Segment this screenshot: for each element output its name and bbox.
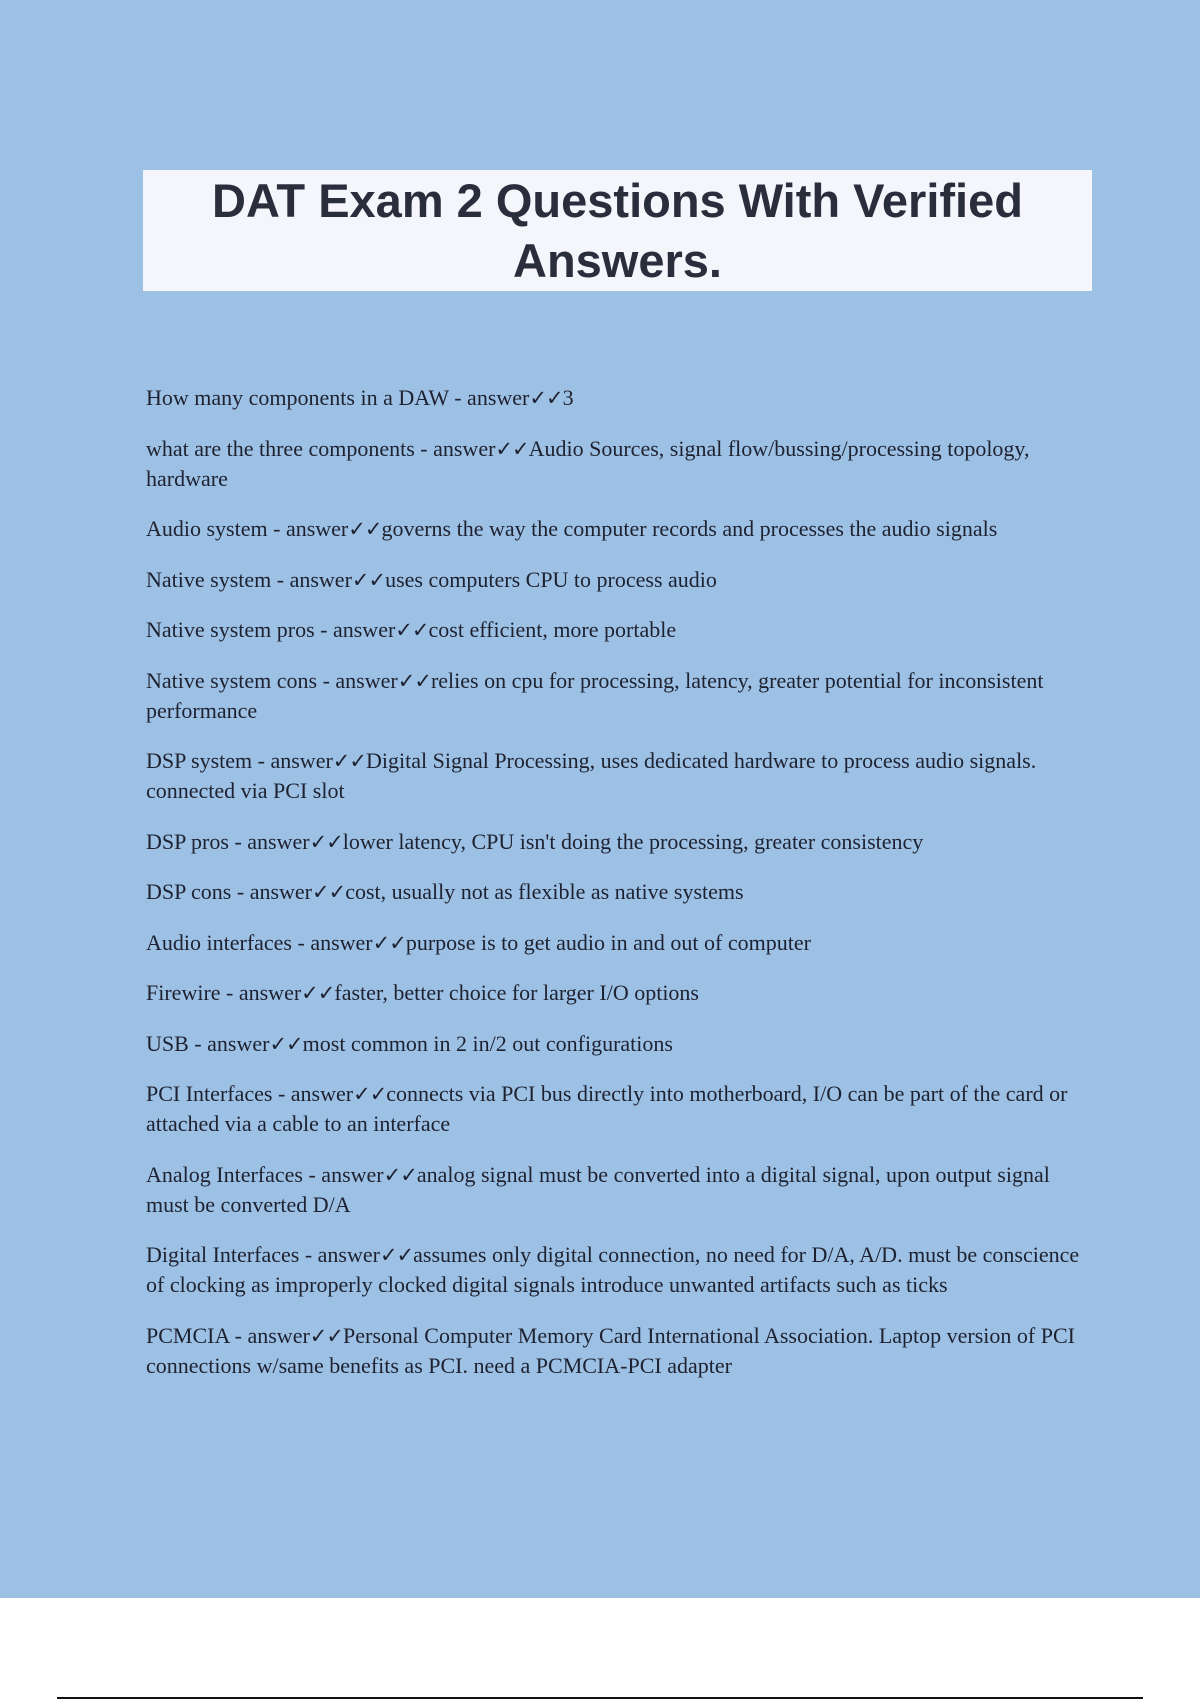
question-text: Native system <box>146 566 272 592</box>
answer-text: purpose is to get audio in and out of computer <box>405 929 811 955</box>
double-check-icon: ✓✓ <box>312 880 346 904</box>
footer-divider <box>57 1697 1143 1699</box>
qa-item <box>146 434 1096 494</box>
question-text: DSP system <box>146 748 253 773</box>
double-check-icon: ✓✓ <box>529 386 563 410</box>
answer-text: relies on cpu for processing, latency, greater potential for inconsistent performance <box>146 667 1044 723</box>
double-check-icon: ✓✓ <box>395 618 429 642</box>
answer-separator: - answer <box>267 516 349 541</box>
answer-separator: - answer <box>299 1242 380 1267</box>
answer-separator: - answer <box>229 1322 310 1348</box>
answer-text: assumes only digital connection, no need for D/A, A/D. must be conscience of clocking as improperly clocked digital signals introduce unwanted artifacts such as ticks <box>146 1242 1080 1297</box>
question-text: Analog Interfaces <box>146 1161 303 1187</box>
answer-text: governs the way the computer records and processes the audio signals <box>381 516 998 541</box>
question-text: PCMCIA <box>146 1322 230 1348</box>
answer-separator: - answer <box>302 1161 384 1187</box>
answer-text: uses computers CPU to process audio <box>385 566 717 592</box>
answer-text: Audio Sources, signal flow/bussing/processing topology, hardware <box>146 435 1030 491</box>
answer-separator: - answer <box>414 435 496 461</box>
answer-separator: - answer <box>271 566 352 592</box>
double-check-icon: ✓✓ <box>353 1082 387 1106</box>
question-text: DSP cons <box>146 879 232 904</box>
qa-item <box>146 1240 1096 1300</box>
answer-separator: - answer <box>220 980 302 1005</box>
answer-text: Digital Signal Processing, uses dedicated hardware to process audio signals. connected via PCI slot <box>146 748 1037 803</box>
question-text: USB <box>146 1030 189 1056</box>
answer-separator: - answer <box>252 748 333 773</box>
answer-text: most common in 2 in/2 out configurations <box>302 1030 673 1056</box>
answer-separator: - answer <box>272 1081 354 1106</box>
double-check-icon: ✓✓ <box>332 749 366 773</box>
answer-separator: - answer <box>448 385 530 410</box>
answer-text: Personal Computer Memory Card International Association. Laptop version of PCI connections w/same benefits as PCI. need a PCMCIA-PCI adapter <box>146 1322 1075 1378</box>
answer-separator: - answer <box>292 929 373 955</box>
qa-item <box>146 615 1096 645</box>
question-text: Firewire <box>146 980 221 1005</box>
qa-list <box>146 383 1096 1401</box>
question-text: Audio system <box>146 516 268 541</box>
qa-item <box>146 383 1096 413</box>
question-text: PCI Interfaces <box>146 1081 273 1106</box>
qa-item <box>146 746 1096 806</box>
question-text: DSP pros <box>146 828 229 854</box>
answer-separator: - answer <box>314 617 396 642</box>
document-title: DAT Exam 2 Questions With Verified Answers. <box>212 173 1023 287</box>
question-text: Digital Interfaces <box>146 1242 300 1267</box>
double-check-icon: ✓✓ <box>379 1243 414 1267</box>
question-text: Native system pros <box>146 617 315 642</box>
double-check-icon: ✓✓ <box>495 436 529 461</box>
double-check-icon: ✓✓ <box>269 1031 303 1056</box>
answer-separator: - answer <box>188 1030 270 1056</box>
qa-item <box>146 877 1096 907</box>
answer-text: cost, usually not as flexible as native systems <box>345 879 744 904</box>
title-box <box>143 170 1092 291</box>
qa-item <box>146 1160 1096 1220</box>
double-check-icon: ✓✓ <box>372 930 406 955</box>
double-check-icon: ✓✓ <box>348 517 382 541</box>
qa-item <box>146 1029 1096 1059</box>
double-check-icon: ✓✓ <box>309 1323 343 1348</box>
question-text: Native system cons <box>146 667 318 693</box>
answer-text: lower latency, CPU isn't doing the processing, greater consistency <box>342 828 924 854</box>
question-text: what are the three components <box>146 435 415 461</box>
answer-text: cost efficient, more portable <box>428 617 677 642</box>
double-check-icon: ✓✓ <box>309 829 343 854</box>
double-check-icon: ✓✓ <box>397 668 431 693</box>
qa-item <box>146 1079 1096 1139</box>
question-text: Audio interfaces <box>146 929 292 955</box>
question-text: How many components in a DAW <box>146 385 449 410</box>
qa-item <box>146 1321 1096 1381</box>
answer-separator: - answer <box>231 879 313 904</box>
double-check-icon: ✓✓ <box>301 981 335 1005</box>
qa-item <box>146 565 1096 595</box>
answer-separator: - answer <box>317 667 398 693</box>
answer-text: faster, better choice for larger I/O options <box>334 980 699 1005</box>
answer-text: 3 <box>562 385 574 410</box>
answer-text: connects via PCI bus directly into motherboard, I/O can be part of the card or attached via a cable to an interface <box>146 1081 1068 1136</box>
qa-item <box>146 978 1096 1008</box>
double-check-icon: ✓✓ <box>383 1162 417 1187</box>
qa-item <box>146 514 1096 544</box>
answer-text: analog signal must be converted into a digital signal, upon output signal must be converted D/A <box>146 1161 1050 1217</box>
qa-item <box>146 827 1096 857</box>
qa-item <box>146 928 1096 958</box>
double-check-icon: ✓✓ <box>351 567 386 592</box>
qa-item <box>146 666 1096 726</box>
answer-separator: - answer <box>228 828 310 854</box>
